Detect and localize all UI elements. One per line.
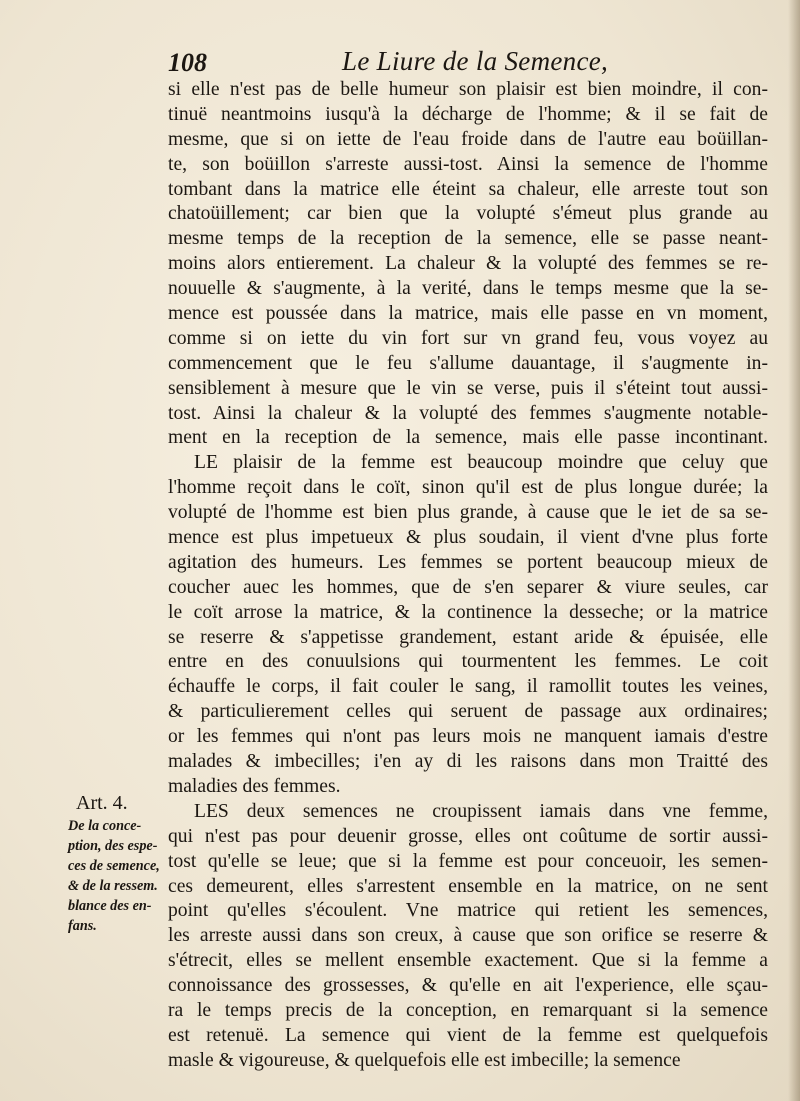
running-head xyxy=(168,46,768,82)
text-line: tost. Ainsi la chaleur & la volupté des femmes s'augmente notable- xyxy=(168,402,768,424)
text-line: tombant dans la matrice elle éteint sa chaleur, elle arreste tout son xyxy=(168,178,768,200)
text-line: moins alors entierement. La chaleur & la volupté des femmes se re- xyxy=(168,253,768,275)
text-line: maladies des femmes. xyxy=(168,775,341,797)
text-line: se reserre & s'appetisse grandement, estant aride & épuisée, elle xyxy=(168,626,768,648)
text-line: l'homme reçoit dans le coït, sinon qu'il est de plus longue durée; la xyxy=(168,477,768,499)
text-line: les arreste aussi dans son creux, à cause que son orifice se reserre & xyxy=(168,925,768,947)
text-line: LES deux semences ne croupissent iamais dans vne femme, xyxy=(194,800,768,822)
text-line: entre en des conuulsions qui tourmentent les femmes. Le coit xyxy=(168,651,768,673)
book-title: Le Liure de la Semence, xyxy=(342,46,609,76)
margin-gloss xyxy=(68,816,168,936)
text-line: point qu'elles s'écoulent. Vne matrice qui retient les semences, xyxy=(168,900,768,922)
text-line: mesme temps de la reception de la semence, elle se passe neant- xyxy=(168,228,768,250)
text-line: nouuelle & s'augmente, à la verité, dans le temps mesme que la se- xyxy=(168,278,768,300)
text-line: masle & vigoureuse, & quelquefois elle est imbecille; la semence xyxy=(168,1049,681,1071)
text-line: échauffe le corps, il fait couler le sang, il ramollit toutes les veines, xyxy=(168,676,768,698)
text-line: le coït arrose la matrice, & la continence la desseche; or la matrice xyxy=(168,601,768,623)
text-line: ment en la reception de la semence, mais elle passe incontinant. xyxy=(168,427,768,449)
text-line: qui n'est pas pour deuenir grosse, elles ont coûtume de sortir aussi- xyxy=(168,825,768,847)
text-line: malades & imbecilles; i'en ay di les raisons dans mon Traitté des xyxy=(168,751,768,773)
text-line: LE plaisir de la femme est beaucoup moindre que celuy que xyxy=(194,452,768,474)
text-line: coucher auec les hommes, que de s'en separer & viure seules, car xyxy=(168,576,768,598)
text-line: te, son boüillon s'arreste aussi-tost. Ainsi la semence de l'homme xyxy=(168,153,768,175)
gloss-line: & de la ressem. xyxy=(68,878,158,894)
text-line: mesme, que si on iette de l'eau froide dans de l'autre eau boüillan- xyxy=(168,128,768,150)
text-line: or les femmes qui n'ont pas leurs mois ne manquent iamais d'estre xyxy=(168,726,768,748)
gloss-line: ption, des espe- xyxy=(68,838,158,854)
gloss-line: ces de semence, xyxy=(68,858,160,874)
page-number: 108 xyxy=(168,48,207,77)
text-line: agitation des humeurs. Les femmes se portent beaucoup mieux de xyxy=(168,551,768,573)
text-line: tost qu'elle se leue; que si la femme est pour conceuoir, les semen- xyxy=(168,850,768,872)
gloss-line: blance des en- xyxy=(68,898,152,914)
text-line: volupté de l'homme est bien plus grande, à cause que le iet de sa se- xyxy=(168,502,768,524)
text-line: ces demeurent, elles s'arrestent ensemble en la matrice, on ne sent xyxy=(168,875,768,897)
article-label: Art. 4. xyxy=(76,792,128,814)
gloss-line: De la conce- xyxy=(68,818,142,834)
text-line: est retenuë. La semence qui vient de la femme est quelquefois xyxy=(168,1024,768,1046)
text-line: si elle n'est pas de belle humeur son plaisir est bien moindre, il con- xyxy=(168,79,768,100)
text-line: mence est plus impetueux & plus soudain, il vient d'vne plus forte xyxy=(168,527,768,549)
text-line: s'étrecit, elles se mellent ensemble exactement. Que si la femme a xyxy=(168,950,768,972)
text-line: & particulierement celles qui seruent de passage aux ordinaires; xyxy=(168,701,768,723)
text-line: chatoüillement; car bien que la volupté s'émeut plus grande au xyxy=(168,203,768,225)
text-line: mence est poussée dans la matrice, mais elle passe en vn moment, xyxy=(168,303,768,325)
gloss-line: fans. xyxy=(68,918,97,934)
text-line: comme si on iette du vin fort sur vn grand feu, vous voyez au xyxy=(168,327,768,349)
text-line: tinuë neantmoins iusqu'à la décharge de l'homme; & il se fait de xyxy=(168,103,768,125)
text-line: sensiblement à mesure que le vin se verse, puis il s'éteint tout aussi- xyxy=(168,377,768,399)
margin-note xyxy=(68,790,168,936)
body-text xyxy=(168,78,768,1074)
text-line: connoissance des grossesses, & qu'elle en ait l'experience, elle sçau- xyxy=(168,975,768,997)
text-line: ra le temps precis de la conception, en remarquant si la semence xyxy=(168,999,768,1021)
text-line: commencement que le feu s'allume dauantage, il s'augmente in- xyxy=(168,352,768,374)
